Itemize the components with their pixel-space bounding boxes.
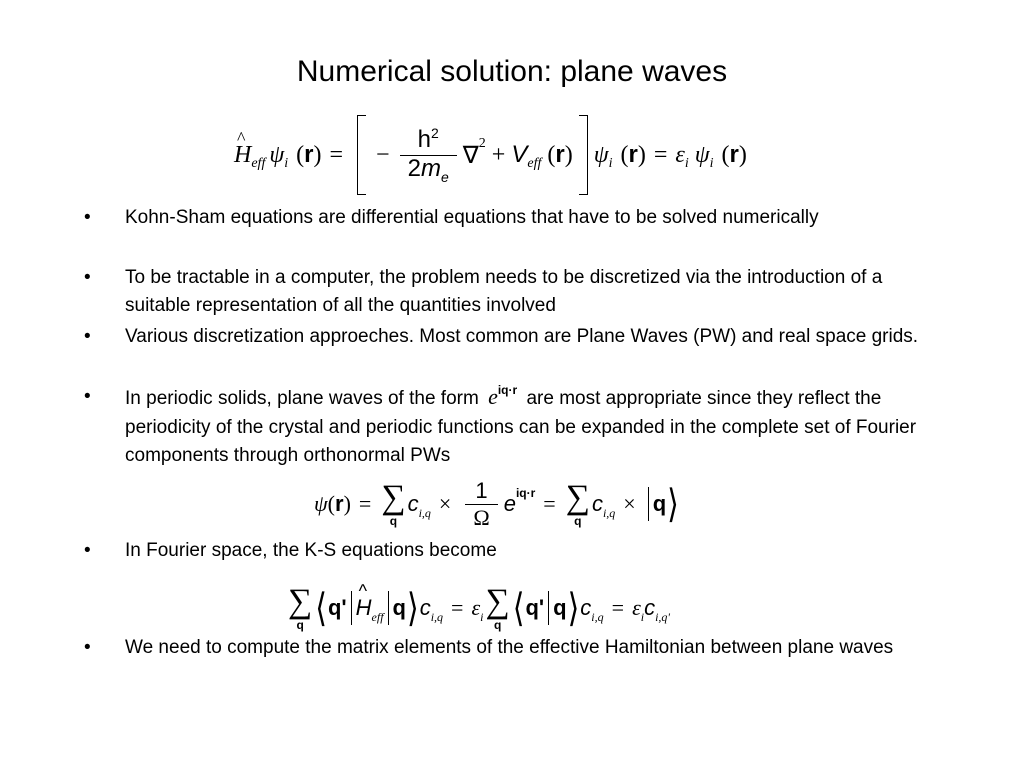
fourier-ks-equation: ∑ q ⟨ q' ^ H eff q ⟩ c i,q = ε i ∑ q ⟨ q' q ⟩ c i,q = ε i c i,q' — [286, 580, 670, 636]
hbar-over-2m-fraction: $\frac{h^2}{2m_e}$ — [400, 127, 457, 184]
bullet-matrix-elements: • We need to compute the matrix elements of the effective Hamiltonian between plane waves — [84, 637, 894, 658]
plane-wave-expansion-equation: ψ ( r ) = ∑ q c i,q × $\frac{1}{\Omega}$ e iq·r = ∑ q c i,q × q ⟩ — [314, 477, 679, 530]
bullet-approaches: • Various discretization approeches. Most common are Plane Waves (PW) and real space grids. — [84, 326, 919, 347]
bullet-discretization: • To be tractable in a computer, the problem needs to be discretized via the introduction of a suitable representation of all the quantities involved — [84, 267, 883, 316]
sum-over-q: ∑ q — [381, 479, 406, 528]
bullet-periodic-solids: • In periodic solids, plane waves of the form $e^{iq\cdot r}$ are most appropriate since they reflect the periodicity of the crystal and periodic functions can be expanded in the complete set of Fourier components through orthonormal PWs — [84, 383, 917, 466]
normalization-fraction: $\frac{1}{\Omega}$ — [465, 478, 497, 531]
bullet-kohn-sham: • Kohn-Sham equations are differential equations that have to be solved numerically — [84, 207, 819, 228]
right-bracket — [579, 115, 588, 195]
plane-wave-exponential: $e^{iq\cdot r}$ — [488, 383, 518, 409]
hamiltonian-symbol: ^ H — [234, 142, 251, 169]
left-bracket — [357, 115, 366, 195]
kohn-sham-equation: ^ H eff ψ i ( r ) = − $\frac{h^2}{2m_e}$ ∇ 2 + V eff ( r ) ψ i ( r ) = ε i ψ i ( r ) — [234, 115, 747, 195]
slide-title: Numerical solution: plane waves — [296, 55, 728, 88]
bullet-fourier-space: • In Fourier space, the K-S equations become — [84, 540, 497, 561]
